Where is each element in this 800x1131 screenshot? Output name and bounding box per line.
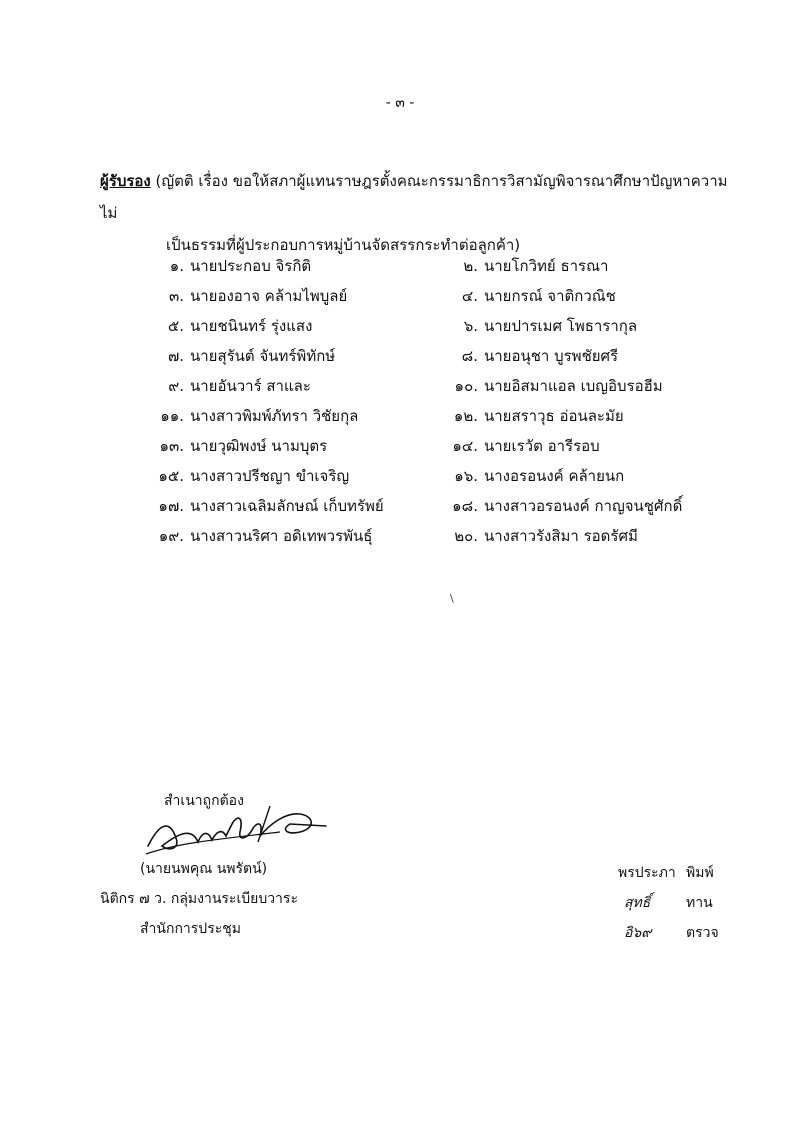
signer-name: นายองอาจ คล้ามไพบูลย์ — [190, 287, 348, 305]
signer-name: นางสาวปรีชญา ขำเจริญ — [190, 467, 350, 485]
signer-number: ๔. — [461, 287, 478, 305]
signer-number: ๑๘. — [452, 497, 478, 515]
signer-name: นายโกวิทย์ ธารณา — [484, 257, 609, 275]
signer-number: ๑๒. — [453, 407, 478, 425]
signer-number: ๘. — [461, 347, 478, 365]
signer-item — [136, 311, 436, 341]
signer-name: นางอรอนงค์ คล้ายนก — [484, 467, 625, 485]
reviewer-initial: สุทธิ์ — [624, 895, 651, 911]
signer-item — [430, 371, 750, 401]
signer-number: ๒๐. — [454, 527, 478, 545]
signers-right-column — [430, 251, 750, 551]
typist-block — [618, 858, 758, 948]
subject-line-1: (ญัตติ เรื่อง ขอให้สภาผู้แทนราษฎรตั้งคณะกรรมาธิการวิสามัญพิจารณาศึกษาปัญหาความไม่ — [100, 172, 728, 222]
signer-item — [136, 251, 436, 281]
signer-name: นายกรณ์ จาติกวณิช — [484, 287, 616, 305]
signer-number: ๙. — [168, 377, 184, 395]
signer-number: ๑๓. — [159, 437, 184, 455]
signer-number: ๑๐. — [454, 377, 478, 395]
certifier-name: (นายนพคุณ นพรัตน์) — [140, 861, 268, 877]
reviewer-row — [618, 888, 758, 918]
signer-item — [136, 281, 436, 311]
signer-item — [136, 521, 436, 551]
signer-number: ๑๗. — [158, 497, 184, 515]
signers-left-column — [136, 251, 436, 551]
signer-item — [430, 521, 750, 551]
signer-number: ๑๔. — [452, 437, 478, 455]
signer-number: ๑๑. — [160, 407, 184, 425]
signer-item — [430, 401, 750, 431]
signer-item — [430, 431, 750, 461]
signer-number: ๑๖. — [454, 467, 478, 485]
signer-item — [136, 431, 436, 461]
certifier-position: นิติกร ๗ ว. กลุ่มงานระเบียบวาระ — [100, 891, 298, 907]
signer-item — [136, 461, 436, 491]
signer-number: ๗. — [167, 347, 184, 365]
signer-name: นางสาวเฉลิมลักษณ์ เก็บทรัพย์ — [190, 497, 384, 515]
signer-name: นายอันวาร์ สาและ — [190, 377, 311, 395]
page-number: - ๓ - — [385, 95, 415, 111]
signer-item — [136, 491, 436, 521]
signer-name: นายประกอบ จิรกิติ — [190, 257, 312, 275]
signer-name: นายชนินทร์ รุ่งแสง — [190, 317, 313, 335]
signer-item — [430, 491, 750, 521]
signer-name: นายอิสมาแอล เบญอิบรอฮีม — [484, 377, 663, 395]
signer-item — [430, 341, 750, 371]
signer-name: นายสราวุธ อ่อนละมัย — [484, 407, 624, 425]
subject-block — [100, 165, 740, 261]
signer-name: นายสุรันต์ จันทร์พิทักษ์ — [190, 347, 336, 365]
signer-item — [430, 281, 750, 311]
signer-name: นายวุฒิพงษ์ นามบุตร — [190, 437, 328, 455]
certified-copy-label: สำเนาถูกต้อง — [164, 793, 244, 809]
signer-number: ๒. — [463, 257, 478, 275]
signer-item — [136, 371, 436, 401]
signer-number: ๕. — [167, 317, 184, 335]
signer-item — [136, 341, 436, 371]
signer-name: นายเรวัต อารีรอบ — [484, 437, 600, 455]
signer-item — [430, 461, 750, 491]
signer-number: ๓. — [168, 287, 184, 305]
signer-name: นางสาวอรอนงค์ กาญจนชูศักดิ์ — [484, 497, 683, 515]
typist-name: พรประภา — [618, 865, 676, 881]
typed-label: พิมพ์ — [686, 865, 714, 881]
signer-number: ๑๕. — [158, 467, 184, 485]
signer-name: นายอนุชา บูรพชัยศรี — [484, 347, 619, 365]
handwritten-signature — [140, 802, 330, 862]
signer-name: นางสาวรังสิมา รอดรัศมี — [484, 527, 638, 545]
checker-row — [618, 918, 758, 948]
signer-number: ๑๙. — [158, 527, 184, 545]
typist-row — [618, 858, 758, 888]
certifier-office: สำนักการประชุม — [140, 921, 241, 937]
signer-number: ๑. — [169, 257, 184, 275]
subject-line-2: เป็นธรรมที่ผู้ประกอบการหมู่บ้านจัดสรรกระทำต่อลูกค้า) — [166, 236, 521, 254]
reviewed-label: ทาน — [686, 895, 713, 911]
signer-item — [136, 401, 436, 431]
signer-name: นางสาวนริศา อดิเทพวรพันธุ์ — [190, 527, 373, 545]
signer-item — [430, 311, 750, 341]
signer-number: ๖. — [463, 317, 478, 335]
checked-label: ตรวจ — [686, 925, 719, 941]
stray-mark: \ — [450, 592, 454, 605]
checker-initial: อิ๖๙ — [624, 925, 652, 941]
signer-item — [430, 251, 750, 281]
signer-name: นางสาวพิมพ์ภัทรา วิชัยกุล — [190, 407, 359, 425]
subject-label: ผู้รับรอง — [100, 172, 151, 190]
signer-name: นายปารเมศ โพธารากุล — [484, 317, 638, 335]
